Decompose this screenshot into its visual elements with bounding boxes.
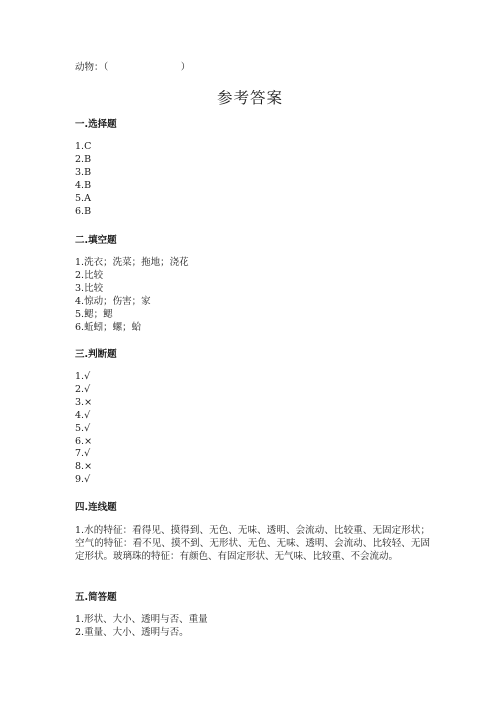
section-title: 五.简答题 — [75, 592, 117, 603]
answer-item: 5.鳃；鳃 — [75, 308, 113, 320]
answer-item: 3.比较 — [75, 282, 104, 294]
answer-item: 1.洗衣；洗菜；拖地；浇花 — [75, 257, 189, 268]
answer-item: 5.A — [75, 192, 91, 204]
answer-item: 6.蚯蚓；螺；蛤 — [75, 321, 142, 333]
section-title: 一.选择题 — [75, 119, 117, 130]
section-title: 二.填空题 — [75, 235, 117, 246]
section-matching — [75, 501, 435, 563]
answer-list — [75, 614, 435, 640]
section-title: 四.连线题 — [75, 502, 117, 513]
answer-item: 2.重量、大小、透明与否。 — [75, 626, 189, 638]
answer-item: 2.比较 — [75, 269, 104, 281]
answer-list — [75, 371, 435, 487]
answer-list — [75, 141, 435, 218]
section-fill-in-blank — [75, 234, 435, 334]
previous-question-line: 动物：（ ） — [75, 62, 191, 73]
answer-item: 1.C — [75, 141, 92, 152]
answer-item: 8.× — [75, 461, 93, 473]
answer-item: 1.形状、大小、透明与否、重量 — [75, 614, 208, 625]
answer-item: 4.B — [75, 179, 92, 191]
answer-item: 4.惊动；伤害；家 — [75, 295, 151, 307]
section-multiple-choice — [75, 118, 435, 218]
answer-paragraph: 1.水的特征：看得见、摸得到、无色、无味、透明、会流动、比较重、无固定形状；空气的特征：看不见、摸不到、无形状、无色、无味、透明、会流动、比较轻、无固定形状。玻璃珠的特征：有颜色、有固定形状、无气味、比较重、不会流动。 — [75, 525, 430, 562]
answer-list — [75, 257, 435, 334]
answer-item: 1.√ — [75, 371, 91, 382]
answer-item: 7.√ — [75, 448, 91, 460]
page-title: 参考答案 — [216, 89, 283, 107]
section-true-false — [75, 348, 435, 487]
answer-item: 9.√ — [75, 474, 91, 486]
answer-item: 6.× — [75, 435, 93, 447]
section-short-answer — [75, 591, 435, 640]
answer-item: 2.√ — [75, 383, 91, 395]
answer-item: 4.√ — [75, 409, 91, 421]
answer-item: 5.√ — [75, 422, 91, 434]
answer-item: 3.B — [75, 166, 92, 178]
answer-item: 6.B — [75, 205, 92, 217]
answer-item: 3.× — [75, 396, 93, 408]
answer-item: 2.B — [75, 153, 92, 165]
section-title: 三.判断题 — [75, 349, 117, 360]
